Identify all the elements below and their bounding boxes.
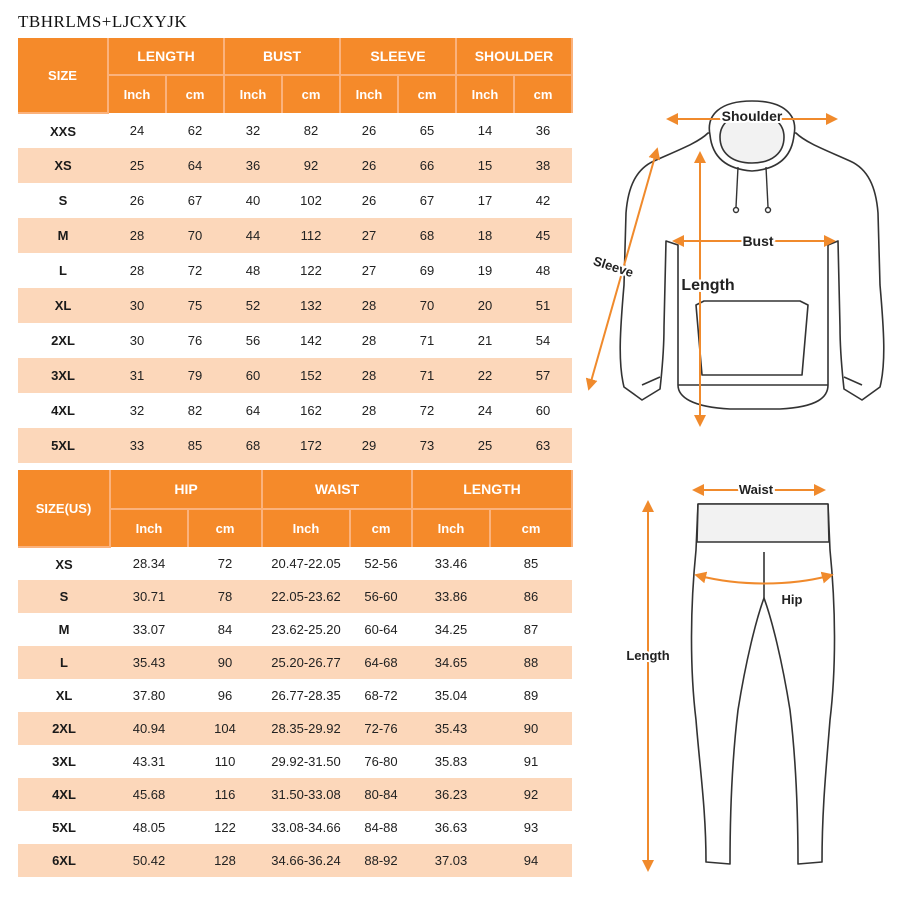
- table-row: [18, 646, 572, 679]
- table-row: [18, 679, 572, 712]
- bust-header: BUST: [224, 38, 340, 75]
- value-cell: 26: [108, 183, 166, 218]
- value-cell: 26: [340, 148, 398, 183]
- value-cell: 40: [224, 183, 282, 218]
- value-cell: 56: [224, 323, 282, 358]
- size-cell: 3XL: [18, 358, 108, 393]
- value-cell: 72: [166, 253, 224, 288]
- value-cell: 57: [514, 358, 572, 393]
- value-cell: 25: [456, 428, 514, 463]
- value-cell: 33.07: [110, 613, 188, 646]
- unit-header: Inch: [412, 509, 490, 547]
- value-cell: 30: [108, 288, 166, 323]
- hip-label: Hip: [781, 592, 803, 607]
- unit-header: cm: [166, 75, 224, 113]
- value-cell: 56-60: [350, 580, 412, 613]
- shoulder-header: SHOULDER: [456, 38, 572, 75]
- table-row: [18, 613, 572, 646]
- value-cell: 23.62-25.20: [262, 613, 350, 646]
- value-cell: 76-80: [350, 745, 412, 778]
- value-cell: 38: [514, 148, 572, 183]
- value-cell: 172: [282, 428, 340, 463]
- value-cell: 110: [188, 745, 262, 778]
- value-cell: 48: [224, 253, 282, 288]
- size-cell: 3XL: [18, 745, 110, 778]
- unit-header: cm: [514, 75, 572, 113]
- value-cell: 21: [456, 323, 514, 358]
- value-cell: 88-92: [350, 844, 412, 877]
- value-cell: 80-84: [350, 778, 412, 811]
- value-cell: 88: [490, 646, 572, 679]
- value-cell: 22.05-23.62: [262, 580, 350, 613]
- table-row: [18, 547, 572, 580]
- value-cell: 48: [514, 253, 572, 288]
- value-cell: 132: [282, 288, 340, 323]
- value-cell: 60: [514, 393, 572, 428]
- value-cell: 29: [340, 428, 398, 463]
- sleeve-label: Sleeve: [591, 253, 636, 281]
- size-cell: 6XL: [18, 844, 110, 877]
- unit-header: cm: [398, 75, 456, 113]
- value-cell: 37.03: [412, 844, 490, 877]
- value-cell: 51: [514, 288, 572, 323]
- value-cell: 20.47-22.05: [262, 547, 350, 580]
- value-cell: 87: [490, 613, 572, 646]
- value-cell: 28: [340, 323, 398, 358]
- size-cell: 2XL: [18, 323, 108, 358]
- value-cell: 64: [166, 148, 224, 183]
- value-cell: 68-72: [350, 679, 412, 712]
- size-cell: M: [18, 218, 108, 253]
- value-cell: 65: [398, 113, 456, 148]
- value-cell: 45.68: [110, 778, 188, 811]
- value-cell: 90: [490, 712, 572, 745]
- sleeve-header: SLEEVE: [340, 38, 456, 75]
- value-cell: 14: [456, 113, 514, 148]
- value-cell: 90: [188, 646, 262, 679]
- value-cell: 96: [188, 679, 262, 712]
- bottom-table-body: [18, 547, 572, 877]
- shoulder-label: Shoulder: [721, 108, 783, 124]
- value-cell: 15: [456, 148, 514, 183]
- value-cell: 70: [166, 218, 224, 253]
- value-cell: 28: [340, 288, 398, 323]
- length-label: Length: [681, 277, 735, 294]
- unit-header: cm: [188, 509, 262, 547]
- value-cell: 68: [224, 428, 282, 463]
- value-cell: 50.42: [110, 844, 188, 877]
- value-cell: 17: [456, 183, 514, 218]
- value-cell: 84-88: [350, 811, 412, 844]
- value-cell: 78: [188, 580, 262, 613]
- table-row: [18, 183, 572, 218]
- table-row: [18, 745, 572, 778]
- bottom-size-table: [18, 470, 573, 877]
- value-cell: 122: [188, 811, 262, 844]
- hoodie-diagram: [580, 95, 895, 435]
- value-cell: 72: [188, 547, 262, 580]
- value-cell: 85: [166, 428, 224, 463]
- table-row: [18, 218, 572, 253]
- size-cell: XXS: [18, 113, 108, 148]
- value-cell: 36: [514, 113, 572, 148]
- value-cell: 28: [108, 218, 166, 253]
- size-cell: L: [18, 646, 110, 679]
- bust-label: Bust: [742, 233, 774, 249]
- value-cell: 67: [166, 183, 224, 218]
- unit-header: Inch: [456, 75, 514, 113]
- size-cell: XL: [18, 679, 110, 712]
- value-cell: 28: [108, 253, 166, 288]
- value-cell: 70: [398, 288, 456, 323]
- value-cell: 89: [490, 679, 572, 712]
- value-cell: 69: [398, 253, 456, 288]
- value-cell: 42: [514, 183, 572, 218]
- table-row: [18, 148, 572, 183]
- value-cell: 25.20-26.77: [262, 646, 350, 679]
- value-cell: 28: [340, 393, 398, 428]
- table-row: [18, 113, 572, 148]
- pants-diagram: [600, 470, 880, 880]
- value-cell: 73: [398, 428, 456, 463]
- value-cell: 84: [188, 613, 262, 646]
- value-cell: 67: [398, 183, 456, 218]
- size-cell: XS: [18, 547, 110, 580]
- table-row: [18, 580, 572, 613]
- unit-header: Inch: [110, 509, 188, 547]
- value-cell: 26.77-28.35: [262, 679, 350, 712]
- value-cell: 36: [224, 148, 282, 183]
- unit-header: Inch: [224, 75, 282, 113]
- value-cell: 72: [398, 393, 456, 428]
- value-cell: 35.43: [110, 646, 188, 679]
- value-cell: 34.65: [412, 646, 490, 679]
- value-cell: 27: [340, 253, 398, 288]
- value-cell: 54: [514, 323, 572, 358]
- table-row: [18, 323, 572, 358]
- size-header: SIZE: [18, 38, 108, 113]
- value-cell: 20: [456, 288, 514, 323]
- unit-header: cm: [282, 75, 340, 113]
- table-row: [18, 358, 572, 393]
- value-cell: 33.46: [412, 547, 490, 580]
- value-cell: 35.83: [412, 745, 490, 778]
- value-cell: 79: [166, 358, 224, 393]
- size-cell: XS: [18, 148, 108, 183]
- top-size-table: [18, 38, 573, 463]
- value-cell: 85: [490, 547, 572, 580]
- value-cell: 25: [108, 148, 166, 183]
- table-row: [18, 393, 572, 428]
- value-cell: 128: [188, 844, 262, 877]
- value-cell: 36.63: [412, 811, 490, 844]
- table-row: [18, 712, 572, 745]
- value-cell: 40.94: [110, 712, 188, 745]
- value-cell: 112: [282, 218, 340, 253]
- value-cell: 60-64: [350, 613, 412, 646]
- value-cell: 32: [108, 393, 166, 428]
- length-header: LENGTH: [108, 38, 224, 75]
- size-cell: S: [18, 580, 110, 613]
- value-cell: 30: [108, 323, 166, 358]
- size-cell: XL: [18, 288, 108, 323]
- value-cell: 63: [514, 428, 572, 463]
- size-cell: M: [18, 613, 110, 646]
- value-cell: 104: [188, 712, 262, 745]
- table-row: [18, 844, 572, 877]
- value-cell: 29.92-31.50: [262, 745, 350, 778]
- value-cell: 52: [224, 288, 282, 323]
- value-cell: 82: [282, 113, 340, 148]
- value-cell: 116: [188, 778, 262, 811]
- table-row: [18, 778, 572, 811]
- value-cell: 24: [456, 393, 514, 428]
- size-cell: 5XL: [18, 428, 108, 463]
- waist-label: Waist: [738, 482, 774, 497]
- value-cell: 93: [490, 811, 572, 844]
- value-cell: 33: [108, 428, 166, 463]
- value-cell: 28.34: [110, 547, 188, 580]
- value-cell: 64-68: [350, 646, 412, 679]
- value-cell: 66: [398, 148, 456, 183]
- value-cell: 33.08-34.66: [262, 811, 350, 844]
- value-cell: 19: [456, 253, 514, 288]
- size-cell: 2XL: [18, 712, 110, 745]
- value-cell: 162: [282, 393, 340, 428]
- value-cell: 82: [166, 393, 224, 428]
- size-cell: 5XL: [18, 811, 110, 844]
- value-cell: 64: [224, 393, 282, 428]
- unit-header: cm: [350, 509, 412, 547]
- value-cell: 142: [282, 323, 340, 358]
- value-cell: 28.35-29.92: [262, 712, 350, 745]
- value-cell: 34.25: [412, 613, 490, 646]
- value-cell: 86: [490, 580, 572, 613]
- value-cell: 33.86: [412, 580, 490, 613]
- value-cell: 94: [490, 844, 572, 877]
- value-cell: 18: [456, 218, 514, 253]
- value-cell: 71: [398, 323, 456, 358]
- value-cell: 32: [224, 113, 282, 148]
- table-row: [18, 428, 572, 463]
- value-cell: 52-56: [350, 547, 412, 580]
- table-row: [18, 811, 572, 844]
- size-us-header: SIZE(US): [18, 470, 110, 547]
- pants-length-header: LENGTH: [412, 470, 572, 509]
- value-cell: 27: [340, 218, 398, 253]
- hip-header: HIP: [110, 470, 262, 509]
- unit-header: Inch: [340, 75, 398, 113]
- size-cell: 4XL: [18, 393, 108, 428]
- value-cell: 35.43: [412, 712, 490, 745]
- value-cell: 68: [398, 218, 456, 253]
- value-cell: 152: [282, 358, 340, 393]
- value-cell: 75: [166, 288, 224, 323]
- value-cell: 71: [398, 358, 456, 393]
- top-table-body: [18, 113, 572, 463]
- value-cell: 44: [224, 218, 282, 253]
- value-cell: 26: [340, 113, 398, 148]
- value-cell: 72-76: [350, 712, 412, 745]
- value-cell: 35.04: [412, 679, 490, 712]
- pants-outline: [692, 504, 835, 864]
- value-cell: 60: [224, 358, 282, 393]
- value-cell: 76: [166, 323, 224, 358]
- value-cell: 26: [340, 183, 398, 218]
- value-cell: 43.31: [110, 745, 188, 778]
- unit-header: Inch: [262, 509, 350, 547]
- value-cell: 24: [108, 113, 166, 148]
- hoodie-outline: [620, 101, 884, 409]
- table-row: [18, 288, 572, 323]
- table-row: [18, 253, 572, 288]
- unit-header: cm: [490, 509, 572, 547]
- value-cell: 37.80: [110, 679, 188, 712]
- size-cell: 4XL: [18, 778, 110, 811]
- value-cell: 34.66-36.24: [262, 844, 350, 877]
- value-cell: 22: [456, 358, 514, 393]
- value-cell: 62: [166, 113, 224, 148]
- size-cell: S: [18, 183, 108, 218]
- value-cell: 28: [340, 358, 398, 393]
- value-cell: 30.71: [110, 580, 188, 613]
- value-cell: 48.05: [110, 811, 188, 844]
- value-cell: 92: [490, 778, 572, 811]
- brand-name: TBHRLMS+LJCXYJK: [18, 12, 188, 31]
- value-cell: 122: [282, 253, 340, 288]
- size-cell: L: [18, 253, 108, 288]
- value-cell: 36.23: [412, 778, 490, 811]
- value-cell: 102: [282, 183, 340, 218]
- value-cell: 91: [490, 745, 572, 778]
- value-cell: 45: [514, 218, 572, 253]
- unit-header: Inch: [108, 75, 166, 113]
- value-cell: 92: [282, 148, 340, 183]
- value-cell: 31: [108, 358, 166, 393]
- waist-header: WAIST: [262, 470, 412, 509]
- pants-length-label: Length: [626, 648, 670, 663]
- value-cell: 31.50-33.08: [262, 778, 350, 811]
